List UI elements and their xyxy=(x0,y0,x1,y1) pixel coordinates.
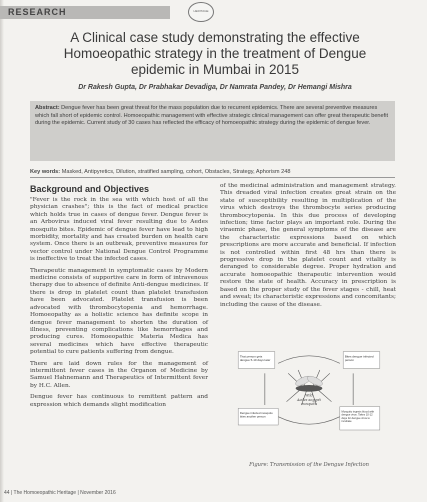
title-line-2: Homoeopathic strategy in the treatment of Dengue xyxy=(63,46,367,61)
section-tag-label: RESEARCH xyxy=(8,7,67,17)
cycle-arrow xyxy=(278,356,340,364)
paragraph: Dengue fever has continuous to remittent pattern and expression which demands slight modification xyxy=(30,394,208,408)
figure-text-line: Bites dengue infected xyxy=(344,354,374,359)
abstract-label: Abstract: xyxy=(35,105,60,111)
paragraph: "Fever is the rock in the sea with which host of all the physician crashes"; this is the fact of medical practice which holds true in cases of dengue fever. Dengue fever is an Arbovirus induced viral fever resulting due to Aedes mosquito bites. Epidemic of dengue fever have lead to high morbidity, mortality and has created burden on health care system. Once there is an outbreak, preventive measures for vector control under National Dengue Control Programme is ineffective to treat the infected cases. xyxy=(30,197,208,263)
figure-text-line: bites another person xyxy=(239,414,266,419)
page-fold-shadow xyxy=(0,0,4,502)
keywords-text: Masked, Antipyretics, Dilution, stratified sampling, cohort, Obstacles, Strategy, Aphorism 248 xyxy=(61,169,291,175)
center-label-mosquito: mosquito xyxy=(301,402,317,406)
title-line-1: A Clinical case study demonstrating the effective xyxy=(70,30,360,45)
paragraph: Therapeutic management in symptomatic cases by Modern medicine consists of supportive care in form of intravenous therapy due to absence of definite Anti-dengue medicines. If there is drop in platelet count than platelet transfusion have been advocated. Platelet transfusion is been advocated with thrombocytopenia and hemorrhage. Homoeopathy as a holistic science has definite scope in dengue fever management to shorten the duration of illness, preventing complications like hemorrhages and producing cures. Homoeopathic Materia Medica has several medicines which have effective therapeutic potential to cure patients suffering from dengue. xyxy=(30,267,208,356)
cycle-arrow xyxy=(278,417,340,425)
dengue-transmission-figure xyxy=(222,340,396,440)
abstract-box xyxy=(30,101,395,161)
abstract-text: Dengue fever has been great threat for the mass population due to recurrent epidemics. There are several preventive measures which fall short of epidemic control. Homoeopathic management with effective strategic clinical management can offer great therapeutic benefit during the epidemic. Current study of 30 cases has reflected the efficacy of homoeopathic strategy during the epidemic of dengue fever. xyxy=(35,105,389,127)
keywords-line xyxy=(30,169,400,175)
page-footer: 44 | The Homoeopathic Heritage | November 2016 xyxy=(4,490,116,496)
keywords-label: Key words: xyxy=(30,169,61,175)
authors-line: Dr Rakesh Gupta, Dr Prabhakar Devadiga, Dr Namrata Pandey, Dr Hemangi Mishra xyxy=(78,84,352,91)
paragraph: There are laid down rules for the management of intermittent fever cases in the Organon of Medicine by Samuel Hahnemann and Therapeutics of Intermittent fever by H.C. Allen. xyxy=(30,360,208,389)
figure-text-line: Dengue infected mosquito xyxy=(239,411,273,416)
figure-caption: Figure: Transmission of the Dengue Infection xyxy=(249,462,369,468)
figure-text-line: incubate xyxy=(341,420,352,423)
figure-text-line: That person gets xyxy=(239,354,263,359)
title-line-3: epidemic in Mumbai in 2015 xyxy=(130,62,300,77)
divider xyxy=(30,177,395,178)
center-label-wild: Wild xyxy=(305,393,313,398)
figure-text-line: days for dengue virus to xyxy=(341,416,370,420)
article-title xyxy=(30,30,400,78)
heritage-logo-icon xyxy=(188,2,214,22)
section-tag xyxy=(0,6,170,19)
figure-text-line: person xyxy=(344,358,354,362)
right-column xyxy=(220,183,396,313)
logo-text: HERITAGE xyxy=(193,9,209,13)
section-heading: Background and Objectives xyxy=(30,184,150,194)
center-label-species: Aedes aegypti xyxy=(297,397,321,402)
left-column xyxy=(30,197,208,413)
figure-text-line: dengue 5-10 days later xyxy=(239,358,271,362)
paragraph: of the medicinal administration and management strategy. This dreaded viral infection creates great strain on the state of susceptibility resulting in multiplication of the virus which destroys the thrombocyte series producing thrombocytopenia. In this due process of developing infection; time factor plays an important role. During the viraemic phase, the general symptoms of the disease are the characteristic expressions based on which prescriptions are more accurate and beneficial. If infection is not controlled within first 48 hrs than there is progressive drop in the platelet count and vitality is deranged to considerable degree. Proper hydration and accurate homoeopathic therapeutic intervention would restore the state of health. Accuracy in prescription is based on the proper study of the fever stages - chill, heat and sweat; its characteristic expressions and concomitants; including the cause of the disease. xyxy=(220,183,396,308)
figure-text-line: dengue virus. Takes 10-12 xyxy=(341,413,373,417)
figure-text-line: Mosquito ingests blood with xyxy=(341,410,375,414)
